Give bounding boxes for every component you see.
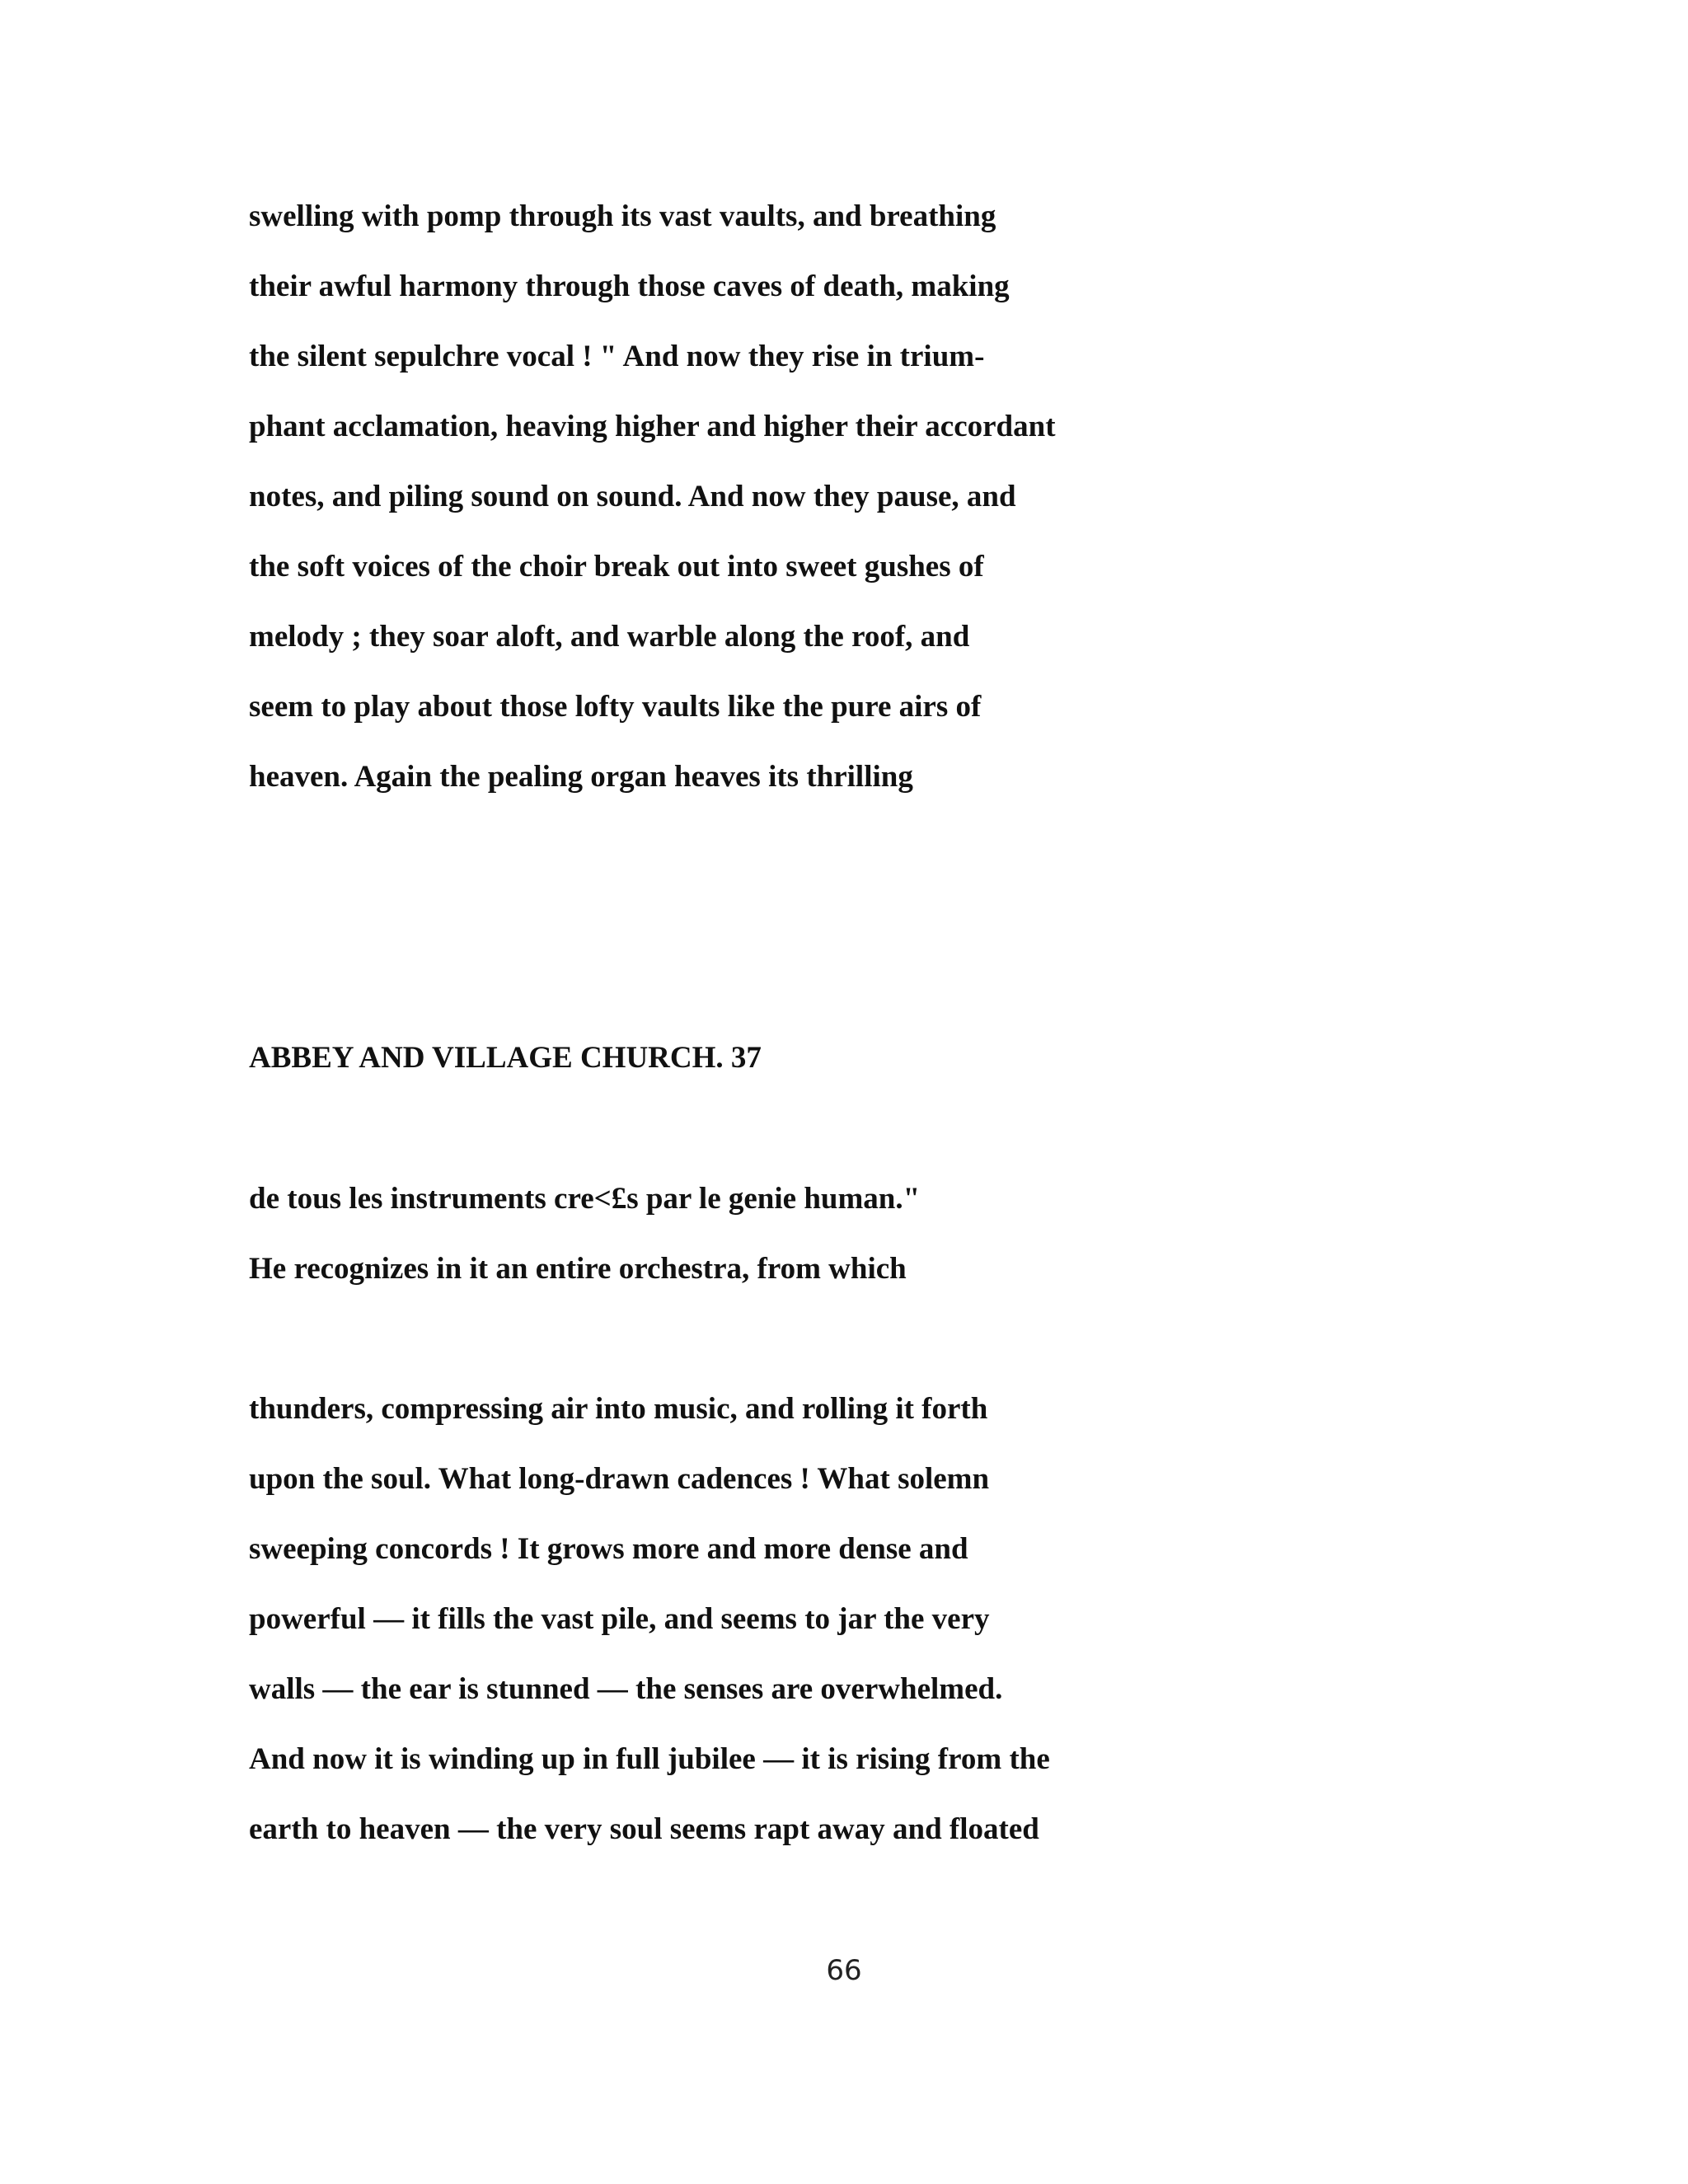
text-line: swelling with pomp through its vast vaults, and breathing xyxy=(249,199,996,233)
text-line: And now it is winding up in full jubilee — it is rising from the xyxy=(249,1742,1050,1776)
text-line: earth to heaven — the very soul seems rapt away and floated xyxy=(249,1812,1039,1846)
text-line: seem to play about those lofty vaults like the pure airs of xyxy=(249,690,982,724)
text-line: their awful harmony through those caves of death, making xyxy=(249,269,1010,303)
text-line: sweeping concords ! It grows more and more dense and xyxy=(249,1532,968,1566)
text-line: upon the soul. What long-drawn cadences ! What solemn xyxy=(249,1462,990,1496)
text-line: notes, and piling sound on sound. And now they pause, and xyxy=(249,480,1016,513)
running-header: ABBEY AND VILLAGE CHURCH. 37 xyxy=(249,1041,762,1075)
text-line: phant acclamation, heaving higher and higher their accordant xyxy=(249,410,1056,443)
text-line: thunders, compressing air into music, and rolling it forth xyxy=(249,1392,988,1426)
footnote-line: He recognizes in it an entire orchestra, from which xyxy=(249,1252,907,1286)
text-line: walls — the ear is stunned — the senses are overwhelmed. xyxy=(249,1672,1003,1706)
page-number: 66 xyxy=(826,1954,862,1987)
text-line: powerful — it fills the vast pile, and seems to jar the very xyxy=(249,1602,990,1636)
footnote-line: de tous les instruments cre<£s par le genie human." xyxy=(249,1182,921,1216)
text-line: heaven. Again the pealing organ heaves its thrilling xyxy=(249,760,913,794)
text-line: melody ; they soar aloft, and warble along the roof, and xyxy=(249,620,970,654)
text-line: the soft voices of the choir break out into sweet gushes of xyxy=(249,550,984,583)
text-line: the silent sepulchre vocal ! " And now they rise in trium- xyxy=(249,340,985,373)
